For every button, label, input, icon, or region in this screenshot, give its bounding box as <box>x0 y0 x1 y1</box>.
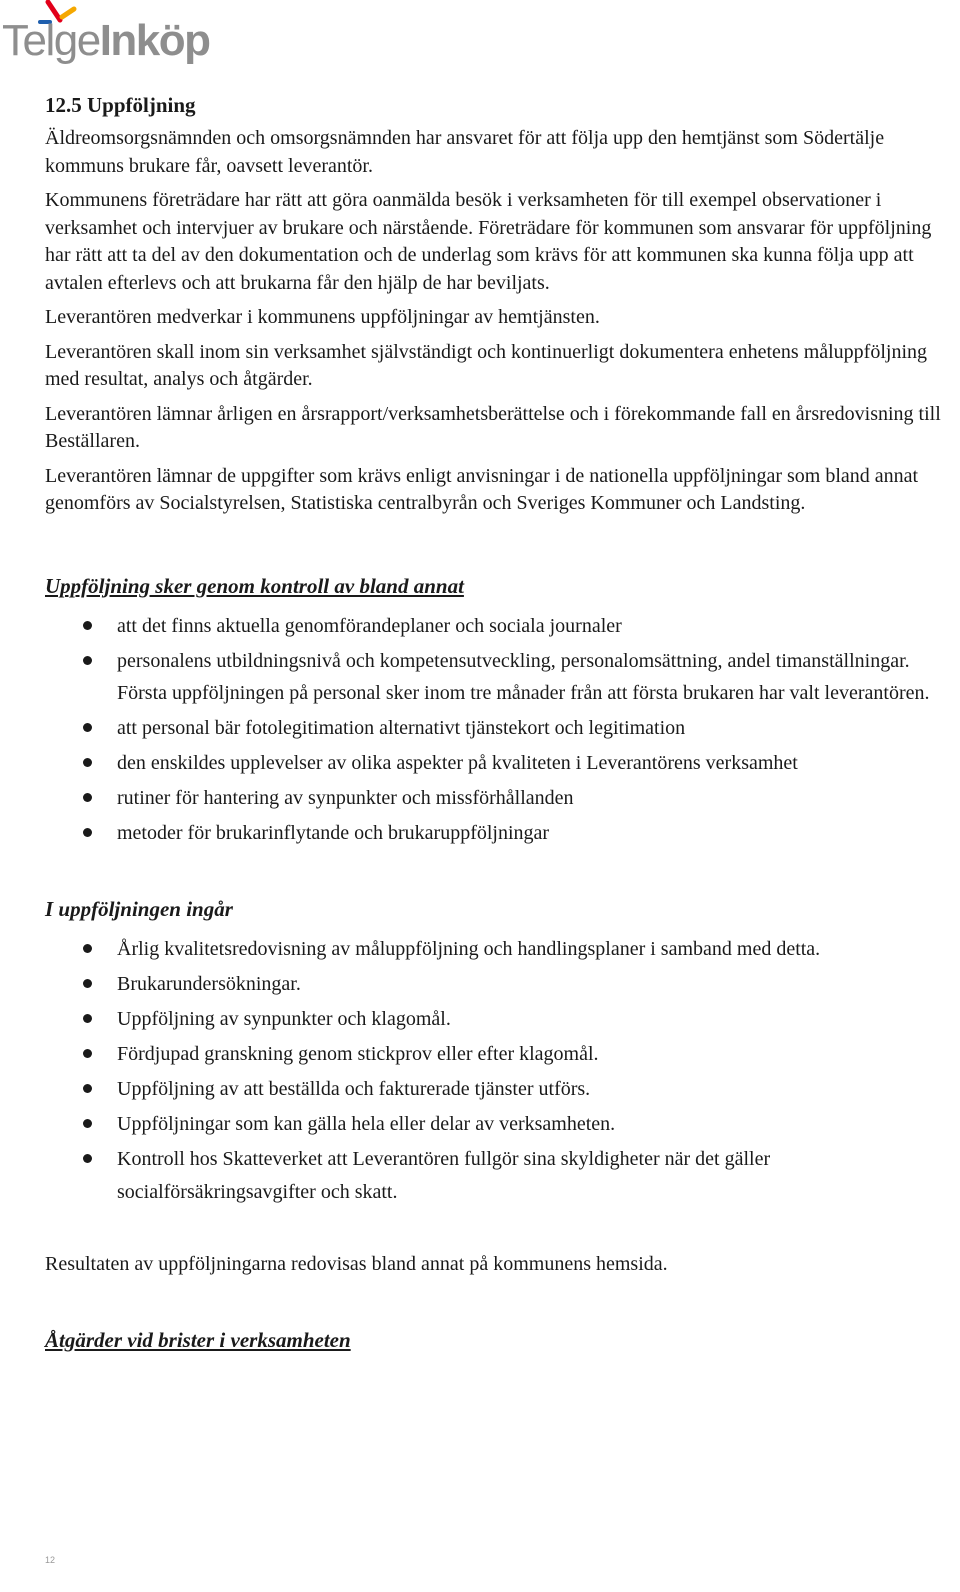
bullet-icon <box>83 1084 92 1093</box>
page-number: 12 <box>45 1555 56 1565</box>
bullet-icon <box>83 656 92 665</box>
list-item: Brukarundersökningar. <box>45 968 960 1001</box>
logo-wordmark <box>2 16 210 66</box>
list-item: den enskildes upplevelser av olika aspekter på kvaliteten i Leverantörens verksamhet <box>45 747 960 780</box>
bullet-icon <box>83 944 92 953</box>
bullet-icon <box>83 828 92 837</box>
bullet-icon <box>83 979 92 988</box>
list-item: personalens utbildningsnivå och kompetensutveckling, personalomsättning, andel timanställningar. Första uppföljningen på personal sker inom tre månader från att första brukaren har valt leverantören. <box>45 645 960 710</box>
bullet-list-ingar <box>45 933 960 1208</box>
paragraph: Leverantören lämnar årligen en årsrapport/verksamhetsberättelse och i förekommande fall en årsredovisning till Beställaren. <box>45 402 941 452</box>
paragraph: Äldreomsorgsnämnden och omsorgsnämnden har ansvaret för att följa upp den hemtjänst som Södertälje kommuns brukare får, oavsett leverantör. <box>45 127 885 177</box>
list-item: Uppföljning av att beställda och fakturerade tjänster utförs. <box>45 1073 960 1106</box>
list-item: Kontroll hos Skatteverket att Leverantören fullgör sina skyldigheter när det gäller socialförsäkringsavgifter och skatt. <box>45 1143 960 1208</box>
logo-text-telge: Telge <box>2 16 100 65</box>
list-item: Uppföljning av synpunkter och klagomål. <box>45 1003 960 1036</box>
paragraph: Leverantören lämnar de uppgifter som krävs enligt anvisningar i de nationella uppföljningar som bland annat genomförs av Socialstyrelsen, Statistiska centralbyrån och Sveriges Kommuner och Landsting. <box>45 464 919 514</box>
paragraph: Kommunens företrädare har rätt att göra oanmälda besök i verksamheten för till exempel observationer i verksamhet och intervjuer av brukare och närstående. Företrädare för kommunen som ansvarar för uppföljning har rätt att ta del av den dokumentation och de underlag som krävs för att kommunen ska kunna följa upp att avtalen efterlevs och att brukarna får den hjälp de har beviljats. <box>45 189 932 294</box>
paragraph: Leverantören medverkar i kommunens uppföljningar av hemtjänsten. <box>45 306 600 328</box>
bullet-icon <box>83 1154 92 1163</box>
list-item: Uppföljningar som kan gälla hela eller delar av verksamheten. <box>45 1108 960 1141</box>
closing-paragraph: Resultaten av uppföljningarna redovisas bland annat på kommunens hemsida. <box>45 1252 668 1275</box>
bullet-icon <box>83 1119 92 1128</box>
bullet-icon <box>83 1049 92 1058</box>
bullet-icon <box>83 758 92 767</box>
list-item: att det finns aktuella genomförandeplaner och sociala journaler <box>45 610 960 643</box>
logo-text-inkop: Inköp <box>99 16 210 65</box>
list-item: rutiner för hantering av synpunkter och missförhållanden <box>45 782 960 815</box>
list-item: metoder för brukarinflytande och brukaruppföljningar <box>45 817 960 850</box>
paragraph: Leverantören skall inom sin verksamhet självständigt och kontinuerligt dokumentera enhetens måluppföljning med resultat, analys och åtgärder. <box>45 340 928 390</box>
section-title-ingar: I uppföljningen ingår <box>45 897 233 921</box>
bullet-icon <box>83 793 92 802</box>
bullet-icon <box>83 723 92 732</box>
bullet-list-kontroll <box>45 610 960 850</box>
document-body <box>45 92 960 1364</box>
company-logo <box>0 0 230 72</box>
section-title-kontroll: Uppföljning sker genom kontroll av bland annat <box>45 573 464 598</box>
bullet-icon <box>83 621 92 630</box>
section-title-atgarder: Åtgärder vid brister i verksamheten <box>45 1328 351 1352</box>
list-item: att personal bär fotolegitimation alternativt tjänstekort och legitimation <box>45 712 960 745</box>
list-item: Fördjupad granskning genom stickprov eller efter klagomål. <box>45 1038 960 1071</box>
bullet-icon <box>83 1014 92 1023</box>
section-heading: 12.5 Uppföljning <box>45 93 196 117</box>
list-item: Årlig kvalitetsredovisning av måluppföljning och handlingsplaner i samband med detta. <box>45 933 960 966</box>
